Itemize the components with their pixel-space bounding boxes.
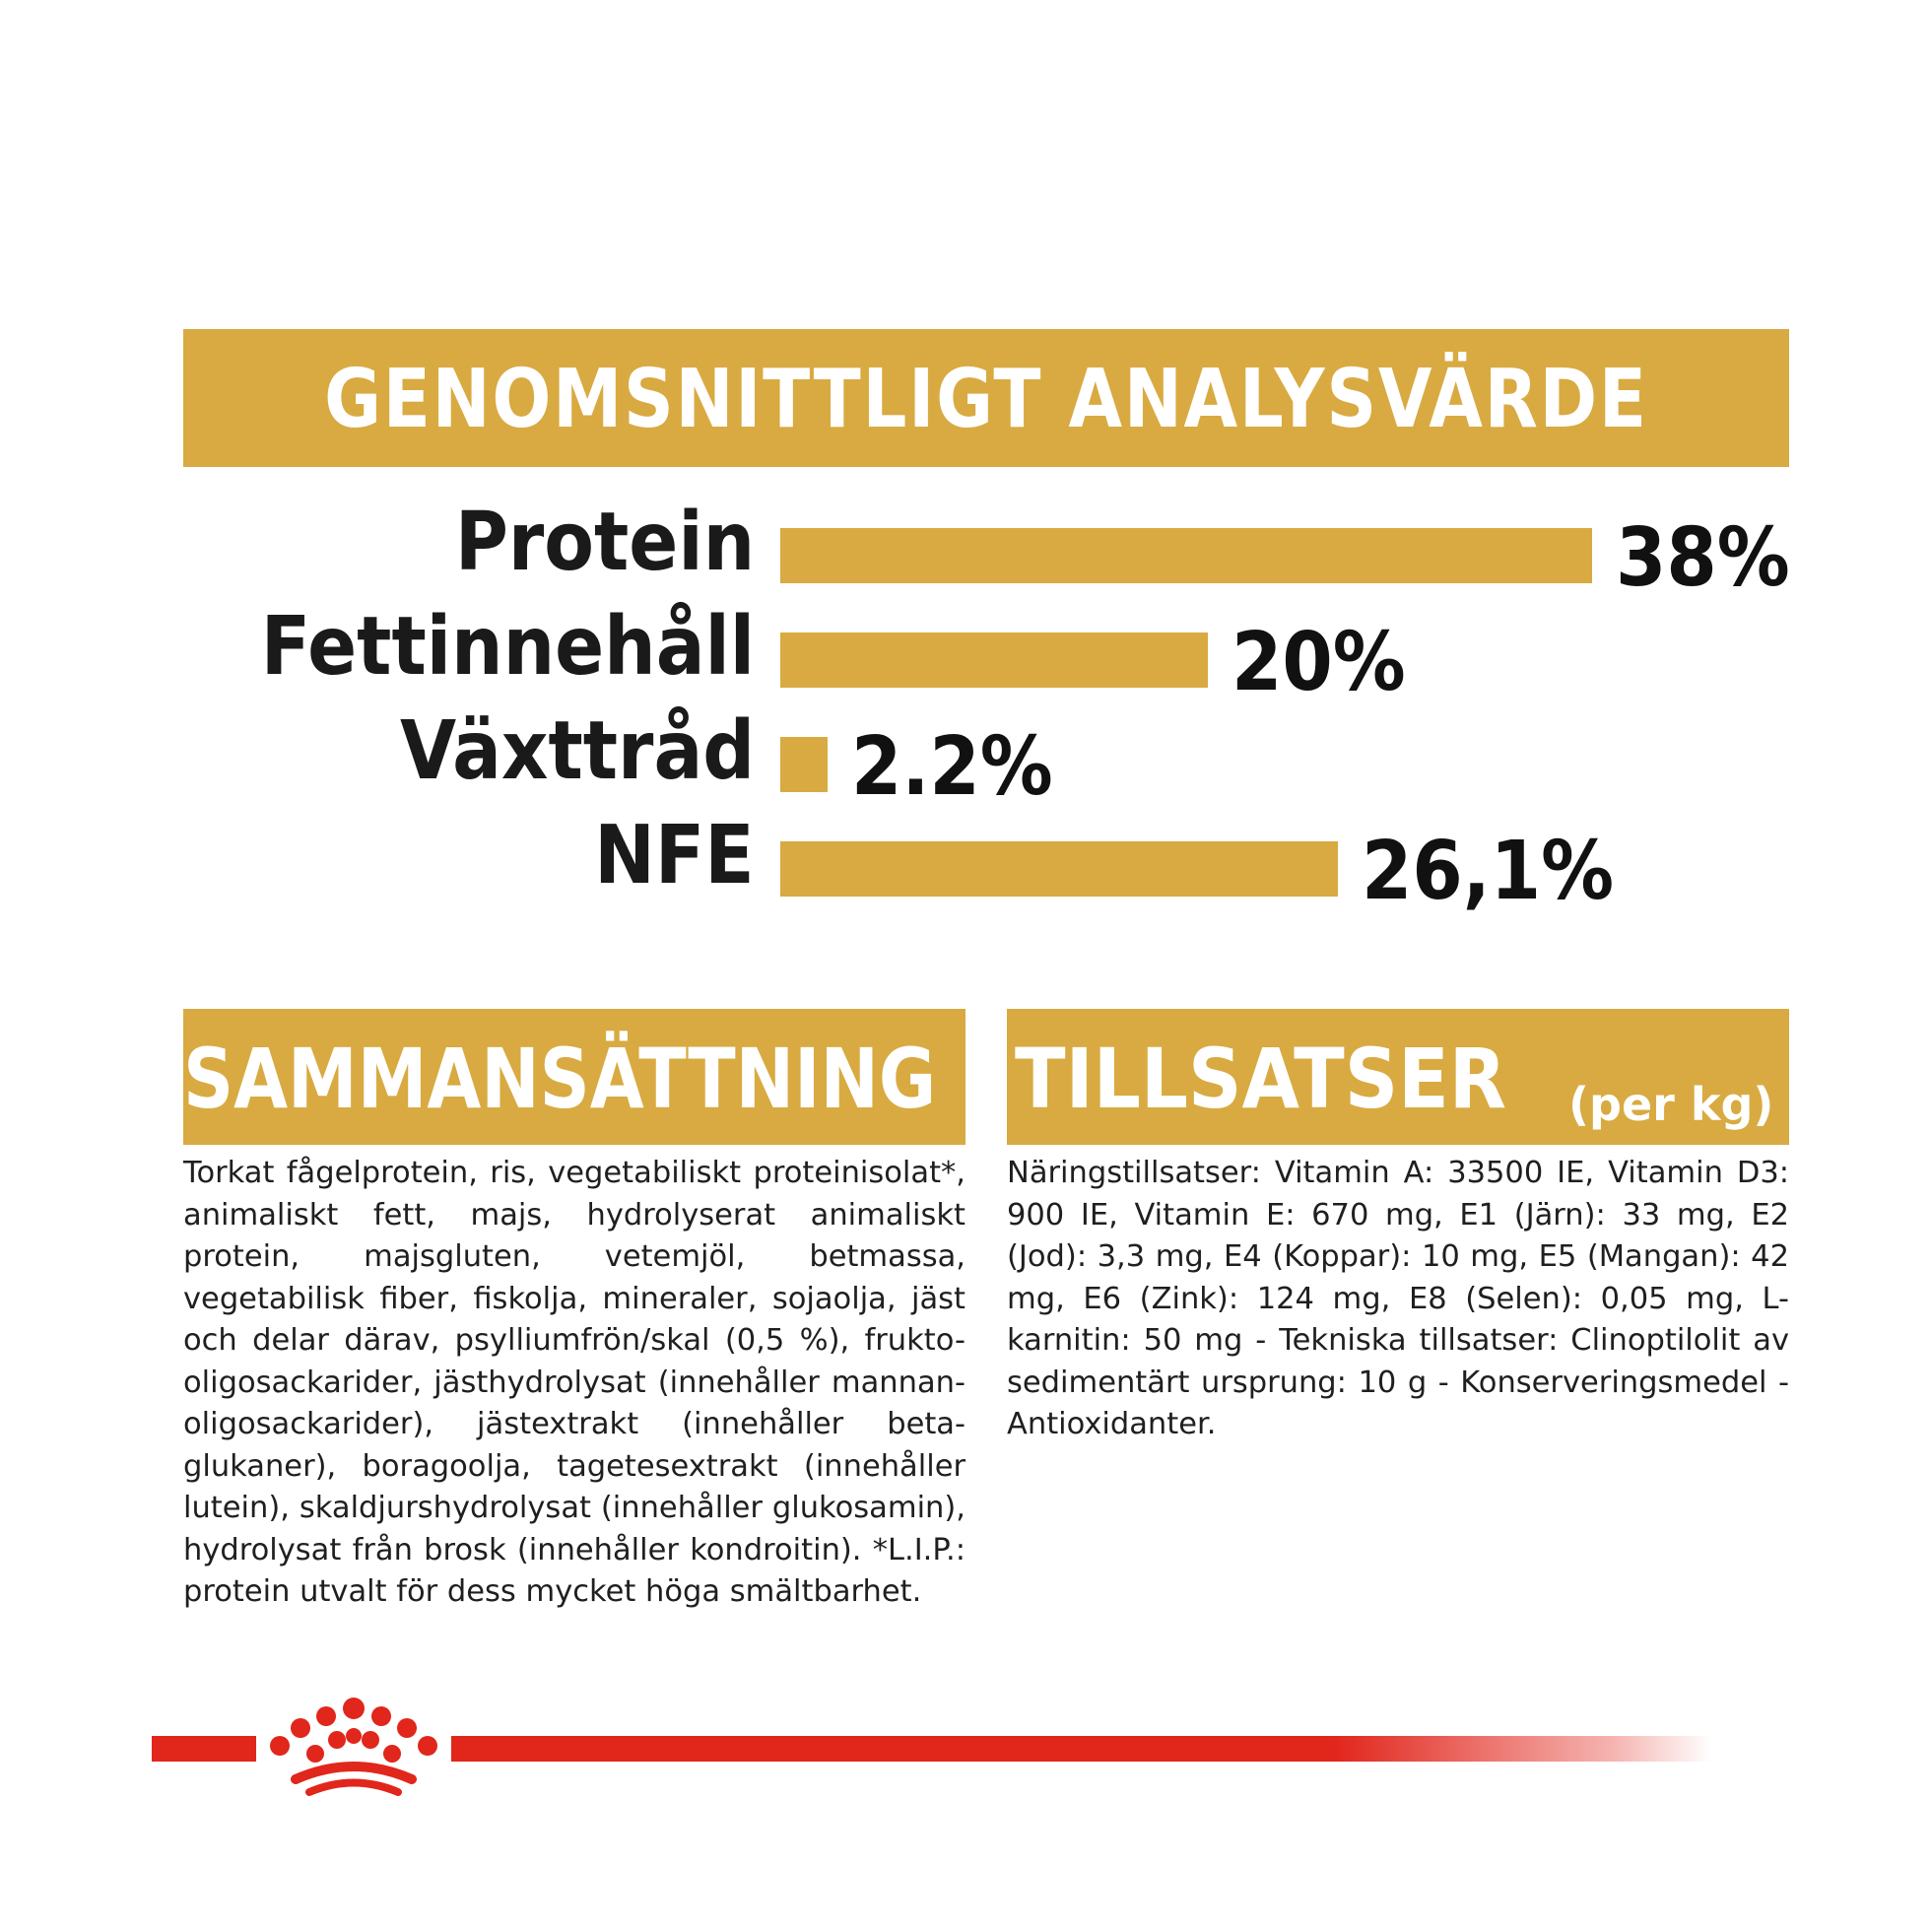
nutrient-label: Fettinnehåll	[260, 600, 755, 694]
analysis-title: GENOMSNITTLIGT ANALYSVÄRDE	[324, 353, 1648, 446]
footer-line-left	[152, 1736, 256, 1762]
footer-line-right	[451, 1736, 1712, 1762]
nutrient-value-label: 2.2%	[850, 720, 1053, 814]
nutrient-bar	[780, 737, 828, 792]
nutrient-value-label: 26,1%	[1361, 825, 1614, 918]
additives-title: TILLSATSER	[1015, 1031, 1507, 1127]
nutrient-label: Protein	[454, 496, 755, 589]
additives-subtitle: (per kg)	[1568, 1078, 1774, 1131]
nutrient-label: NFE	[594, 809, 755, 902]
royal-canin-crown-icon	[266, 1697, 441, 1797]
additives-text: Näringstillsatser: Vitamin A: 33500 IE, Vitamin D3: 900 IE, Vitamin E: 670 mg, E1 (Järn): 33 mg, E2 (Jod): 3,3 mg, E4 (Koppar): 10 mg, E5 (Mangan): 42 mg, E6 (Zink): 124 mg, E8 (Selen): 0,05 mg, L-karnitin: 50 mg - Tekniska tillsatser: Clinoptilolit av sedimentärt ursprung: 10 g - Konserveringsmedel - Antioxidanter.	[1007, 1156, 1789, 1441]
composition-header	[183, 1009, 966, 1145]
nutrient-value-label: 38%	[1616, 511, 1790, 605]
additives-header	[1007, 1009, 1789, 1145]
nutrient-bar	[780, 841, 1338, 897]
nutrient-label: Växttråd	[399, 704, 755, 798]
analysis-header	[183, 329, 1789, 467]
composition-title: SAMMANSÄTTNING	[183, 1031, 937, 1127]
nutrient-bar	[780, 633, 1208, 688]
nutrient-value-label: 20%	[1231, 616, 1406, 709]
nutrient-bar	[780, 528, 1592, 583]
composition-text: Torkat fågelprotein, ris, vegetabiliskt proteinisolat*, animaliskt fett, majs, hydrolyserat animaliskt protein, majsgluten, vetemjöl, betmassa, vegetabilisk fiber, fiskolja, mineraler, sojaolja, jäst och delar därav, psylliumfrön/skal (0,5 %), frukto-oligosackarider, jästhydrolysat (innehåller mannan-oligosackarider), jästextrakt (innehåller beta-glukaner), boragoolja, tagetesextrakt (innehåller lutein), skaldjurshydrolysat (innehåller glukosamin), hydrolysat från brosk (innehåller kondroitin). *L.I.P.: protein utvalt för dess mycket höga smältbarhet.	[183, 1156, 966, 1609]
